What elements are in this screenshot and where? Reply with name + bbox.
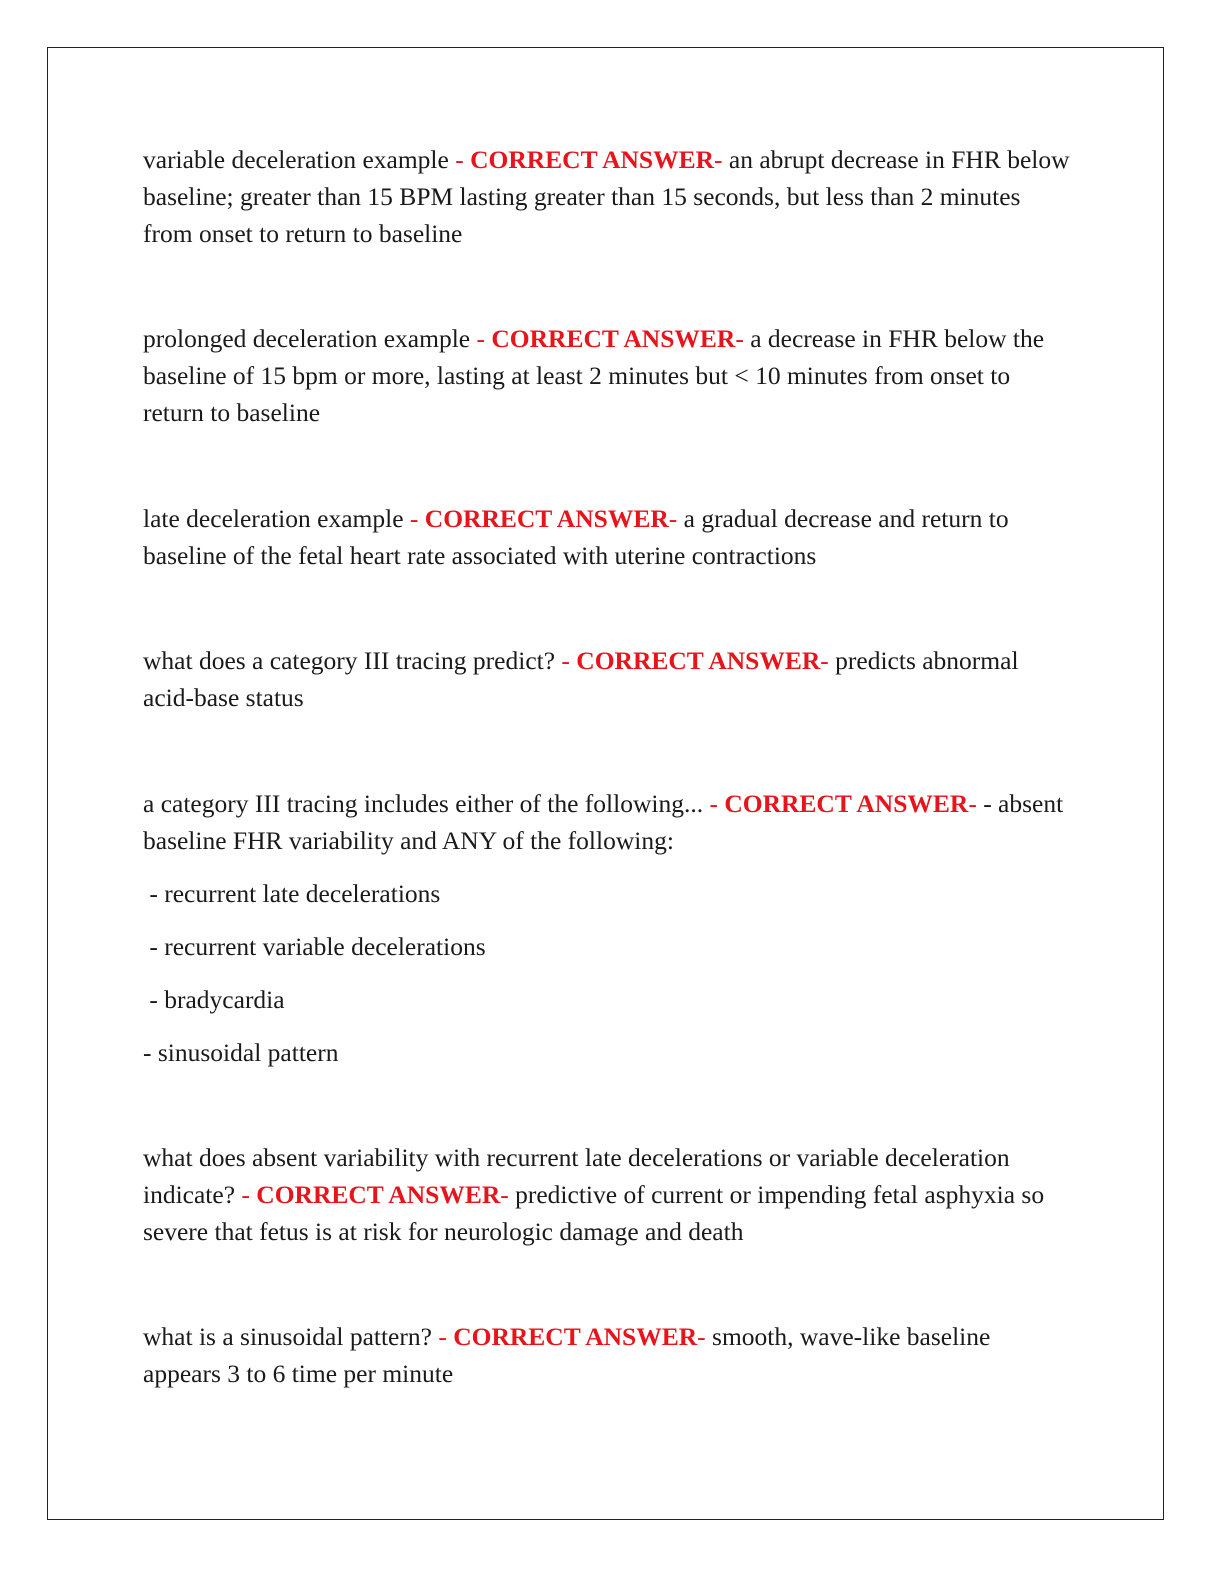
question-text: what does a category III tracing predict?	[143, 646, 556, 675]
question-text: prolonged deceleration example	[143, 324, 471, 353]
separator-suffix: -	[714, 145, 729, 174]
separator-prefix: -	[403, 504, 425, 533]
separator-suffix: -	[697, 1322, 713, 1351]
separator-suffix: -	[820, 646, 836, 675]
separator-prefix: -	[448, 145, 471, 174]
flashcard-list	[143, 141, 1073, 1392]
flashcard-prolonged-deceleration	[143, 320, 1073, 431]
answer-text: an abrupt decrease in FHR below baseline; greater than 15 BPM lasting greater than 15 seconds, but less than 2 minutes from onset to return to baseline	[143, 145, 1070, 248]
flashcard-absent-variability	[143, 1139, 1073, 1250]
correct-answer-label: CORRECT ANSWER	[256, 1180, 501, 1209]
list-item: - recurrent late decelerations	[143, 879, 441, 908]
question-text: what does absent variability with recurrent late decelerations or variable deceleration indicate?	[143, 1143, 1010, 1209]
correct-answer-label: CORRECT ANSWER	[491, 324, 736, 353]
answer-text: predicts abnormal acid-base status	[143, 646, 1019, 712]
flashcard-sinusoidal-pattern	[143, 1318, 1073, 1392]
answer-text: smooth, wave-like baseline appears 3 to 6 time per minute	[143, 1322, 991, 1388]
separator-suffix: -	[500, 1180, 516, 1209]
separator-prefix: -	[555, 646, 577, 675]
list-item: - recurrent variable decelerations	[143, 932, 486, 961]
separator-suffix: -	[668, 504, 684, 533]
flashcard-category-iii-includes	[143, 785, 1073, 859]
list-item: - bradycardia	[143, 985, 285, 1014]
flashcard-variable-deceleration	[143, 141, 1073, 252]
separator-prefix: -	[703, 789, 725, 818]
question-text: what is a sinusoidal pattern?	[143, 1322, 432, 1351]
list-item: - sinusoidal pattern	[143, 1038, 339, 1067]
answer-text: a decrease in FHR below the baseline of 15 bpm or more, lasting at least 2 minutes but < 10 minutes from onset to return to baseline	[143, 324, 1045, 427]
question-text: late deceleration example	[143, 504, 404, 533]
separator-prefix: -	[235, 1180, 257, 1209]
answer-text: - absent baseline FHR variability and ANY of the following:	[143, 789, 1064, 855]
separator-suffix: -	[735, 324, 751, 353]
correct-answer-label: CORRECT ANSWER	[724, 789, 969, 818]
answer-text: a gradual decrease and return to baseline of the fetal heart rate associated with uterine contractions	[143, 504, 1009, 570]
separator-prefix: -	[431, 1322, 454, 1351]
correct-answer-label: CORRECT ANSWER	[453, 1322, 698, 1351]
flashcard-late-deceleration	[143, 500, 1073, 574]
correct-answer-label: CORRECT ANSWER	[424, 504, 669, 533]
correct-answer-label: CORRECT ANSWER	[576, 646, 821, 675]
separator-prefix: -	[470, 324, 492, 353]
question-text: a category III tracing includes either of the following...	[143, 789, 704, 818]
question-text: variable deceleration example	[143, 145, 449, 174]
flashcard-category-iii-predict	[143, 642, 1073, 716]
answer-text: predictive of current or impending fetal asphyxia so severe that fetus is at risk for neurologic damage and death	[143, 1180, 1045, 1246]
separator-suffix: -	[968, 789, 984, 818]
correct-answer-label: CORRECT ANSWER	[470, 145, 715, 174]
